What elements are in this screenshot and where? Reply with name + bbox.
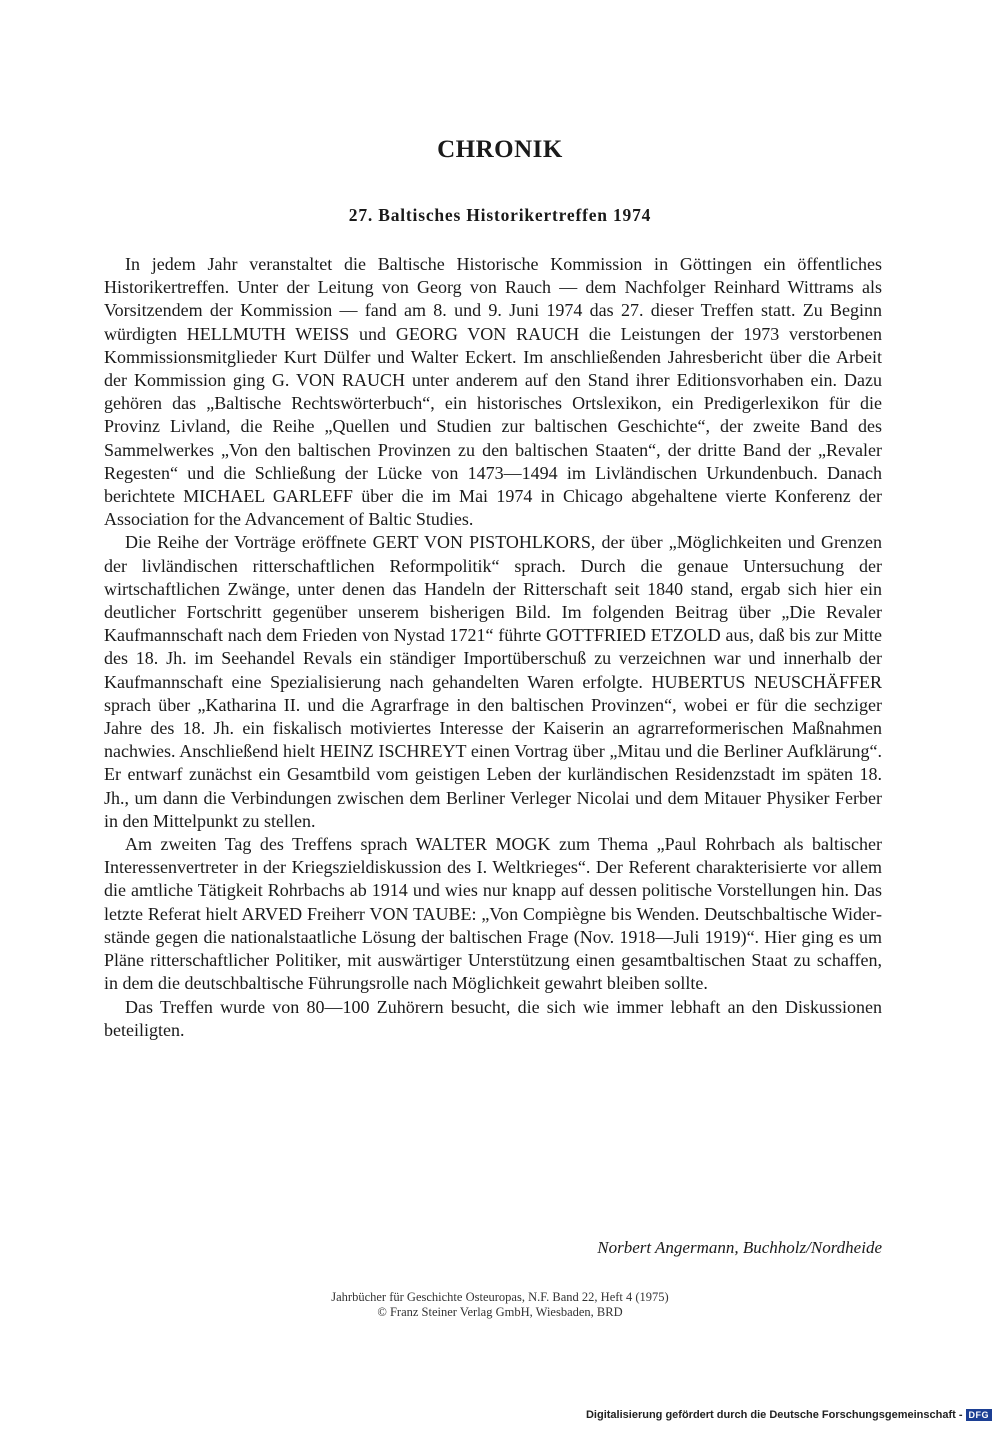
digitization-text: Digitalisierung gefördert durch die Deutsche Forschungsgemeinschaft - (585, 1409, 963, 1421)
publisher-copyright: © Franz Steiner Verlag GmbH, Wiesbaden, BRD (377, 1305, 623, 1319)
journal-footer (0, 1290, 1000, 1320)
paragraph: Das Treffen wurde von 80—100 Zuhörern besucht, die sich wie immer lebhaft an den Diskussionen beteiligten. (104, 996, 882, 1040)
dfg-logo-icon: DFG (966, 1409, 993, 1421)
paragraph: Die Reihe der Vorträge eröffnete GERT VON PISTOHLKORS, der über „Möglichkeiten und Grenzen der livländischen ritterschaftlichen Reformpolitik“ sprach. Durch die genaue Untersuchung der wirtschaftlichen Zwänge, unter denen das Handeln der Ritterschaft seit 1840 stand, ergab sich hier ein deutlicher Fortschritt gegenüber unserem bisherigen Bild. Im folgenden Beitrag über „Die Revaler Kaufmannschaft nach dem Frieden von Nystad 1721“ führte GOTTFRIED ETZOLD aus, daß bis zur Mitte des 18. Jh. im Seehandel Revals ein ständiger Importüberschuß zu verzeichnen war und innerhalb der Kaufmannschaft eine Spezialisierung nach gehandelten Waren erfolgte. HUBERTUS NEUSCHÄFFER sprach über „Katharina II. und die Agrarfrage in den baltischen Provinzen“, wobei er für die sechziger Jahre des 18. Jh. ein fiskalisch motiviertes Interesse der Kaiserin an agrarreformerischen Maßnahmen nachwies. Anschließend hielt HEINZ ISCHREYT einen Vortrag über „Mitau und die Berliner Aufklärung“. Er entwarf zunächst ein Gesamtbild vom geistigen Leben der kurländischen Residenzstadt im späten 18. Jh., um dann die Verbindungen zwischen dem Berliner Verleger Nicolai und dem Mitauer Physiker Ferber in den Mittelpunkt zu stellen. (104, 532, 882, 831)
article-subtitle: 27. Baltisches Historikertreffen 1974 (348, 205, 652, 225)
paragraph: Am zweiten Tag des Treffens sprach WALTER MOGK zum Thema „Paul Rohrbach als baltischer Interessenvertreter in der Kriegszieldiskussion des I. Weltkrieges“. Der Referent charakterisierte vor allem die amtliche Tätigkeit Rohrbachs ab 1914 und wies nur knapp auf dessen politische Vorstellungen hin. Das letzte Referat hielt ARVED Freiherr VON TAUBE: „Von Compiègne bis Wenden. Deutschbaltische Widerstände gegen die nationalstaatliche Lösung der baltischen Frage (Nov. 1918—Juli 1919)“. Hier ging es um Pläne ritterschaftlicher Politiker, mit auswärtiger Unterstützung einen gesamtbaltischen Staat zu schaffen, in dem die deutschbaltische Führungsrolle nach Möglichkeit gewahrt bleiben sollte. (104, 834, 882, 994)
journal-citation: Jahrbücher für Geschichte Osteuropas, N.F. Band 22, Heft 4 (1975) (331, 1290, 669, 1304)
author-signature: Norbert Angermann, Buchholz/Nordheide (597, 1238, 882, 1257)
article-body (104, 253, 882, 1042)
paragraph: In jedem Jahr veranstaltet die Baltische Historische Kommission in Göttingen ein öffentliches Historikertreffen. Unter der Leitung von Georg von Rauch — dem Nachfolger Reinhard Wittrams als Vorsitzendem der Kommission — fand am 8. und 9. Juni 1974 das 27. dieser Treffen statt. Zu Beginn würdigten HELLMUTH WEISS und GEORG VON RAUCH die Leistungen der 1973 verstorbenen Kommissionsmitglieder Kurt Dülfer und Walter Eckert. Im anschließenden Jahresbericht über die Arbeit der Kommission ging G. VON RAUCH unter anderem auf den Stand ihrer Editionsvorhaben ein. Dazu gehören das „Baltische Rechtswörterbuch“, ein historisches Ortslexikon, ein Predigerlexikon für die Provinz Livland, die Reihe „Quellen und Studien zur baltischen Geschichte“, der zweite Band des Sammelwerkes „Von den baltischen Provinzen zu den baltischen Staaten“, der dritte Band der „Revaler Regesten“ und die Schließung der Lücke von 1473—1494 im Livländischen Urkundenbuch. Danach berichtete MICHAEL GARLEFF über die im Mai 1974 in Chicago abgehaltene vierte Konferenz der Association for the Advancement of Baltic Studies. (104, 254, 882, 530)
page-title: CHRONIK (437, 136, 563, 163)
digitization-note (586, 1409, 992, 1421)
